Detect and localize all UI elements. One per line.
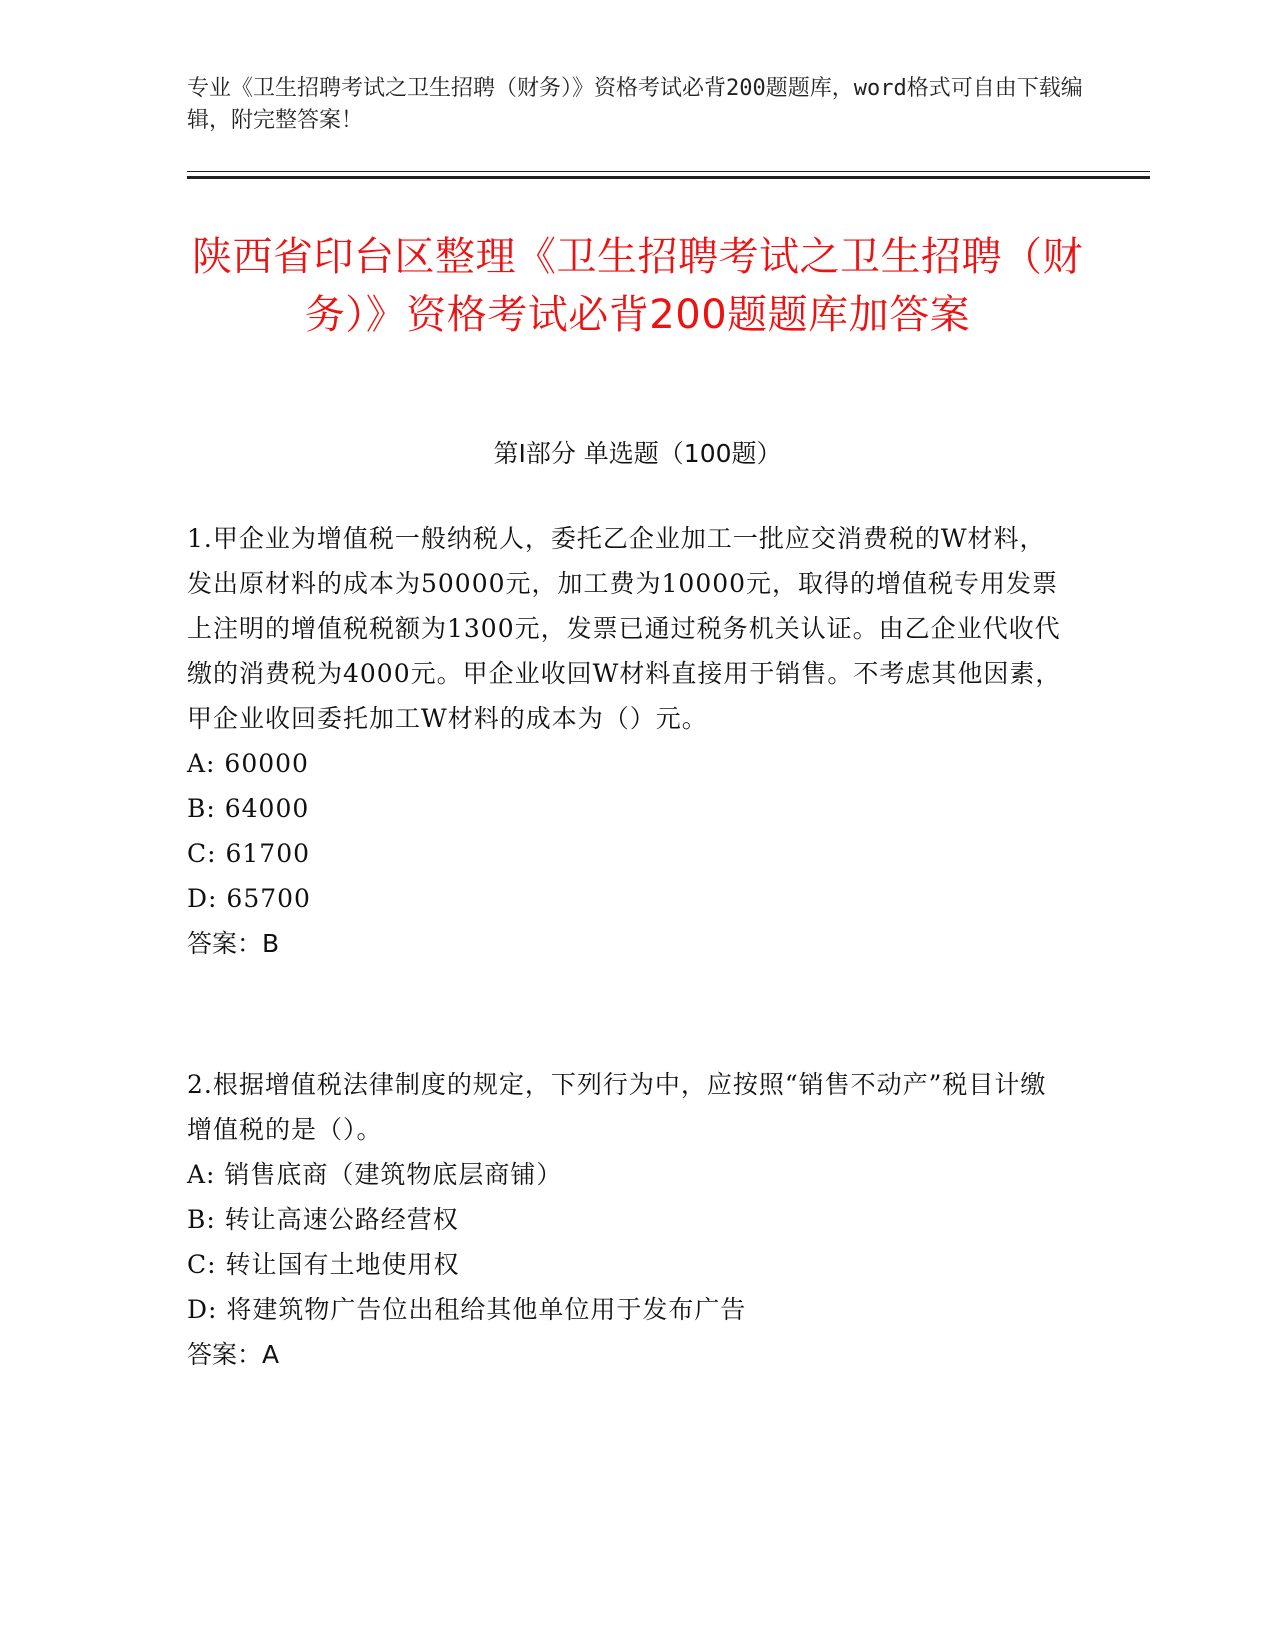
header-note: 专业《卫生招聘考试之卫生招聘（财务）》资格考试必背200题题库，word格式可自由下载编辑，附完整答案！ <box>187 76 1083 133</box>
option-b: B: 转让高速公路经营权 <box>187 1205 459 1234</box>
option-b: B: 64000 <box>187 794 310 823</box>
option-c: C: 转让国有土地使用权 <box>187 1250 460 1279</box>
section-title: 第I部分 单选题（100题） <box>493 439 782 468</box>
document-title: 陕西省印台区整理《卫生招聘考试之卫生招聘（财务）》资格考试必背200题题库加答案 <box>192 234 1083 338</box>
option-d: D: 65700 <box>187 884 311 913</box>
question-1 <box>187 516 1067 966</box>
option-a: A: 销售底商（建筑物底层商铺） <box>187 1160 563 1189</box>
question-stem: 2.根据增值税法律制度的规定，下列行为中，应按照“销售不动产”税目计缴增值税的是（）。 <box>187 1070 1047 1144</box>
header-rule-thick <box>187 176 1150 179</box>
question-stem: 1.甲企业为增值税一般纳税人，委托乙企业加工一批应交消费税的W材料，发出原材料的成本为50000元，加工费为10000元，取得的增值税专用发票上注明的增值税税额为1300元，发票已通过税务机关认证。由乙企业代收代缴的消费税为4000元。甲企业收回W材料直接用于销售。不考虑其他因素，甲企业收回委托加工W材料的成本为（）元。 <box>187 524 1062 733</box>
answer: 答案：B <box>187 929 280 958</box>
option-d: D: 将建筑物广告位出租给其他单位用于发布广告 <box>187 1295 747 1324</box>
option-a: A: 60000 <box>187 749 309 778</box>
option-c: C: 61700 <box>187 839 311 868</box>
question-2 <box>187 1062 1067 1377</box>
header-rule-thin <box>187 171 1150 172</box>
answer: 答案：A <box>187 1340 280 1369</box>
